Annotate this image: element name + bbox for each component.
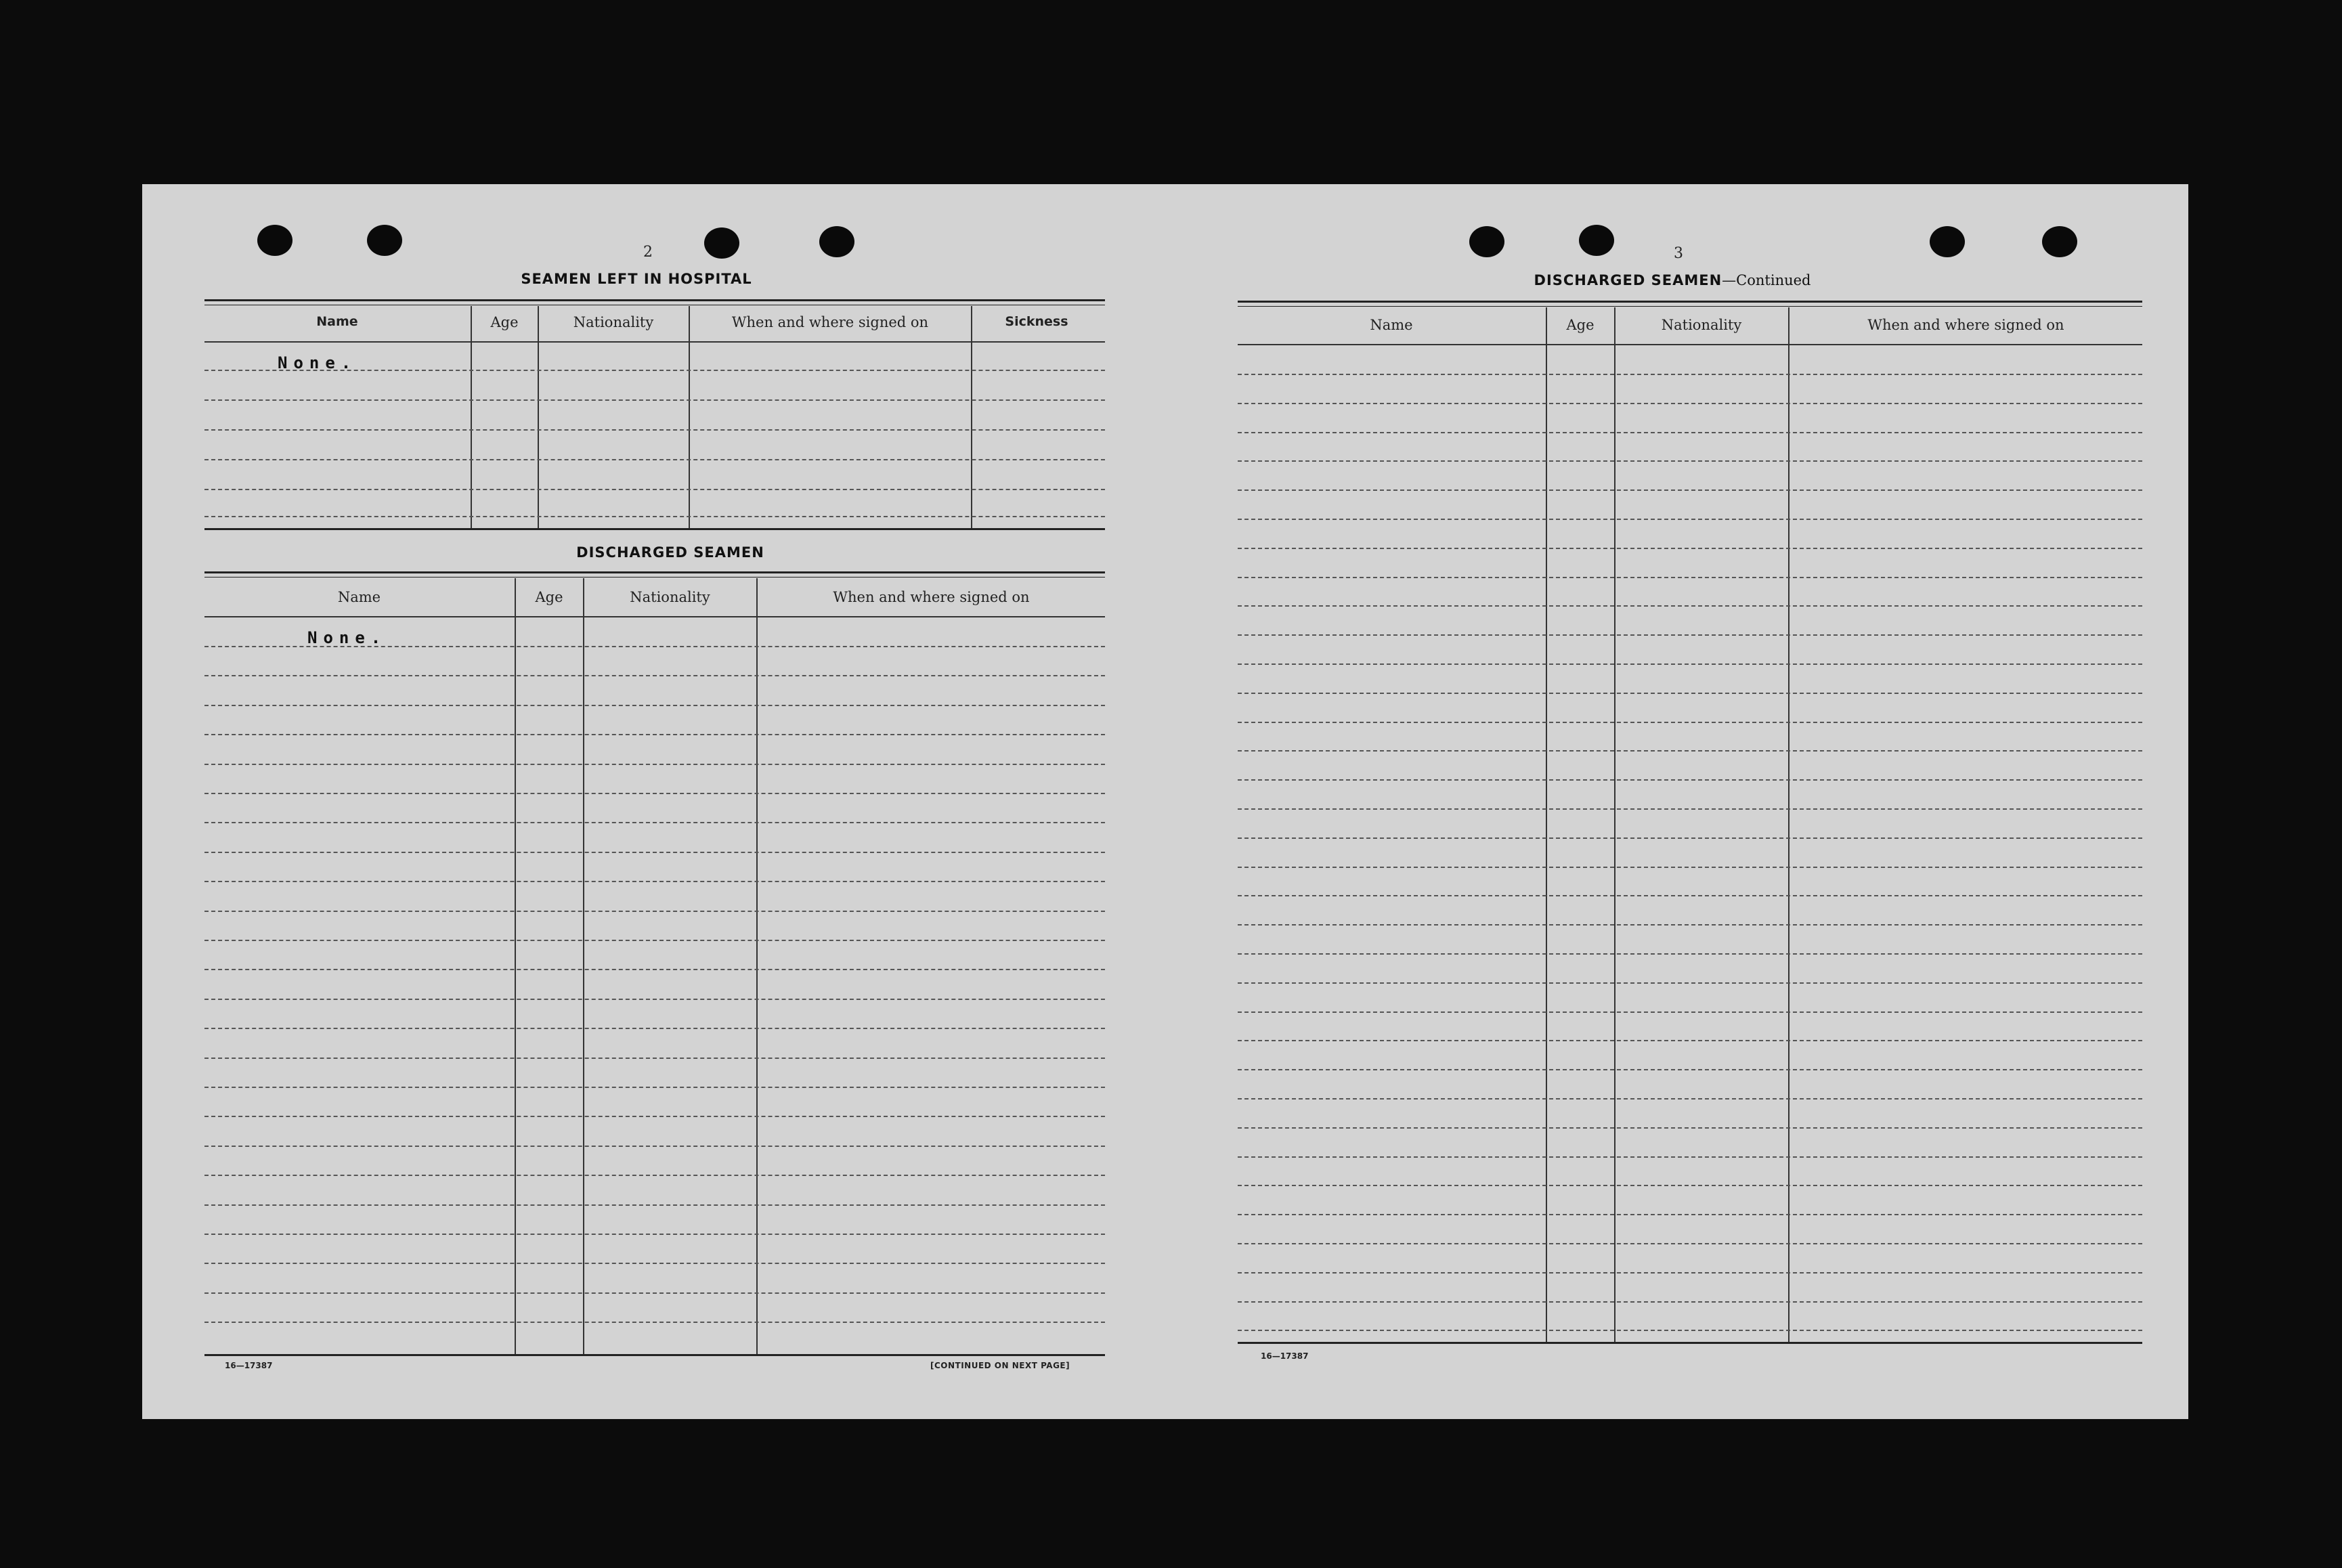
ruled-row-line — [1238, 634, 2142, 636]
ruled-row-line — [1238, 577, 2142, 578]
discharged-entry-name: None. — [307, 628, 387, 647]
ruled-row-line — [1238, 895, 2142, 896]
ruled-row-line — [1238, 722, 2142, 723]
discharged-col-signed-on: When and where signed on — [833, 589, 1030, 605]
ruled-row-line — [1238, 808, 2142, 810]
ruled-row-line — [1238, 1069, 2142, 1070]
ruled-row-line — [1238, 519, 2142, 520]
ruled-row-line — [1238, 750, 2142, 752]
punch-hole — [1469, 226, 1504, 257]
ruled-row-line — [1238, 605, 2142, 607]
ruled-row-line — [1238, 1214, 2142, 1215]
ruled-row-line — [1238, 1301, 2142, 1303]
form-number-left: 16—17387 — [225, 1361, 273, 1370]
ruled-row-line — [204, 764, 1105, 765]
ruled-row-line — [1238, 489, 2142, 491]
hospital-col-nationality: Nationality — [573, 314, 654, 330]
punch-hole — [819, 226, 854, 257]
discharged-continued-title-suffix: —Continued — [1722, 272, 1811, 288]
ruled-row-line — [204, 1234, 1105, 1235]
punch-hole — [704, 227, 739, 259]
ruled-row-line — [1238, 867, 2142, 868]
ruled-row-line — [1238, 1330, 2142, 1331]
page-number-right: 3 — [1674, 245, 1683, 262]
ruled-row-line — [204, 1028, 1105, 1029]
ruled-row-line — [204, 1263, 1105, 1264]
ruled-row-line — [204, 1116, 1105, 1117]
discharged-continued-title-main: DISCHARGED SEAMEN — [1534, 272, 1722, 288]
ruled-row-line — [1238, 924, 2142, 925]
ruled-row-line — [204, 1322, 1105, 1323]
ruled-row-line — [204, 999, 1105, 1000]
ruled-row-line — [1238, 982, 2142, 984]
punch-hole — [257, 225, 292, 256]
punch-hole — [1579, 225, 1614, 256]
ruled-row-line — [1238, 1272, 2142, 1273]
punch-hole — [2042, 226, 2077, 257]
ruled-row-line — [1238, 953, 2142, 955]
ruled-row-line — [1238, 432, 2142, 433]
ruled-row-line — [204, 1087, 1105, 1088]
discharged-cont-col-age: Age — [1566, 317, 1595, 333]
ruled-row-line — [1238, 1127, 2142, 1129]
page-number-left: 2 — [643, 244, 653, 261]
hospital-entry-name: None. — [278, 353, 357, 372]
ruled-row-line — [1238, 1040, 2142, 1041]
discharged-cont-col-name: Name — [1370, 317, 1413, 333]
ruled-row-line — [1238, 837, 2142, 839]
ruled-row-line — [204, 1204, 1105, 1206]
hospital-section-title: SEAMEN LEFT IN HOSPITAL — [521, 271, 752, 287]
discharged-cont-col-nationality: Nationality — [1661, 317, 1742, 333]
ruled-row-line — [204, 1146, 1105, 1147]
hospital-col-age: Age — [490, 314, 519, 330]
ruled-row-line — [204, 734, 1105, 735]
ruled-row-line — [1238, 663, 2142, 665]
discharged-col-nationality: Nationality — [630, 589, 710, 605]
continued-note: [CONTINUED ON NEXT PAGE] — [930, 1361, 1070, 1370]
punch-hole — [1930, 226, 1965, 257]
discharged-col-age: Age — [535, 589, 563, 605]
ruled-row-line — [204, 705, 1105, 706]
ruled-row-line — [204, 1292, 1105, 1294]
ruled-row-line — [1238, 403, 2142, 404]
hospital-col-sickness: Sickness — [1005, 314, 1068, 329]
ruled-row-line — [204, 881, 1105, 882]
ruled-row-line — [1238, 374, 2142, 375]
ruled-row-line — [204, 969, 1105, 970]
ruled-row-line — [204, 1058, 1105, 1059]
discharged-table-right — [1238, 301, 2142, 1349]
ruled-row-line — [204, 822, 1105, 823]
ruled-row-line — [1238, 1156, 2142, 1158]
ruled-row-line — [204, 852, 1105, 853]
ruled-row-line — [1238, 1243, 2142, 1244]
punch-hole — [367, 225, 402, 256]
ruled-row-line — [204, 1175, 1105, 1176]
discharged-table-left — [204, 571, 1105, 1355]
ruled-row-line — [1238, 779, 2142, 781]
form-number-right: 16—17387 — [1261, 1351, 1309, 1361]
discharged-section-title: DISCHARGED SEAMEN — [576, 544, 764, 561]
ruled-row-line — [1238, 1011, 2142, 1013]
discharged-continued-title — [1496, 272, 1848, 288]
ruled-row-line — [204, 793, 1105, 794]
ruled-row-line — [204, 940, 1105, 941]
ruled-row-line — [1238, 1185, 2142, 1186]
ruled-row-line — [204, 675, 1105, 676]
hospital-col-signed-on: When and where signed on — [731, 314, 929, 330]
ruled-row-line — [1238, 548, 2142, 549]
hospital-table — [204, 299, 1105, 529]
discharged-col-name: Name — [337, 589, 381, 605]
discharged-cont-col-signed-on: When and where signed on — [1867, 317, 2064, 333]
document-sheet — [142, 184, 2188, 1419]
ruled-row-line — [1238, 1098, 2142, 1099]
hospital-col-name: Name — [316, 314, 358, 329]
ruled-row-line — [1238, 693, 2142, 694]
ruled-row-line — [1238, 460, 2142, 462]
ruled-row-line — [204, 911, 1105, 912]
